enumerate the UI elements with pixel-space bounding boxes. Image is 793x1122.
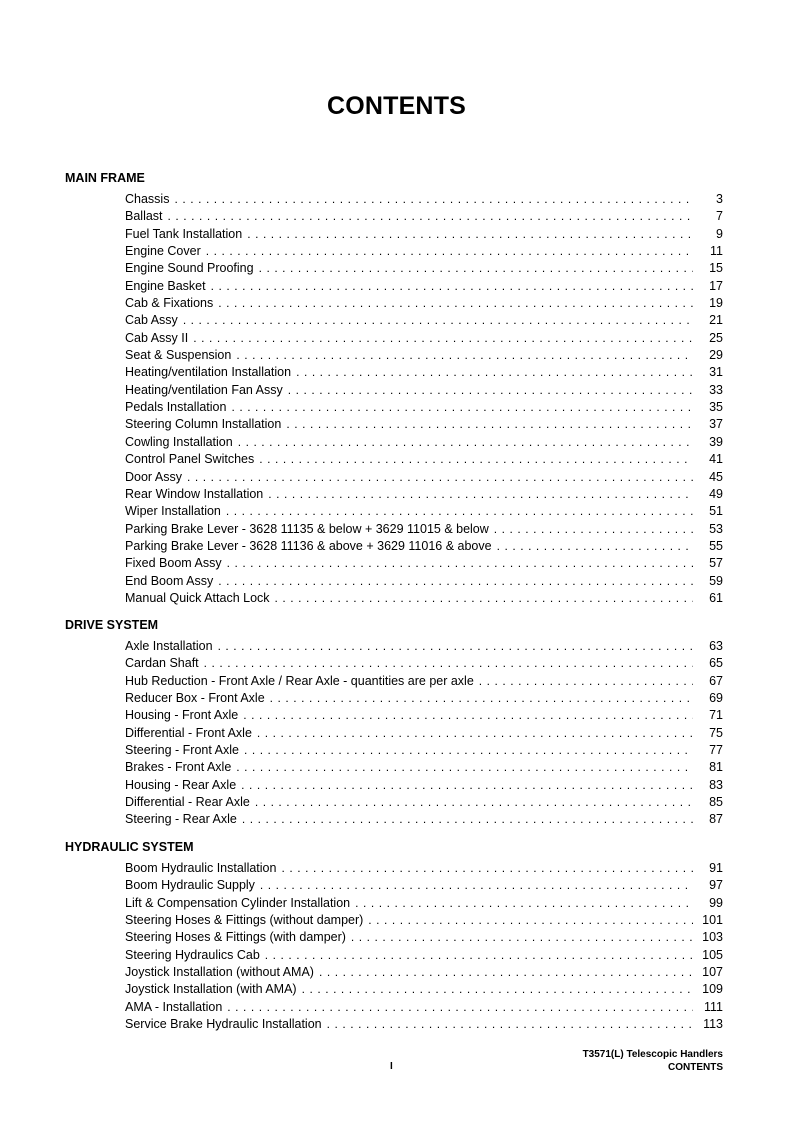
toc-entry[interactable]	[125, 538, 723, 555]
toc-entry-label: AMA - Installation	[125, 999, 223, 1014]
toc-entry-label: Steering Hoses & Fittings (with damper)	[125, 930, 346, 945]
toc-entry[interactable]	[125, 503, 723, 520]
toc-entry-label: Ballast	[125, 209, 163, 224]
toc-entry[interactable]	[125, 399, 723, 416]
dot-leader	[327, 1016, 693, 1033]
dot-leader	[351, 929, 693, 946]
toc-entry[interactable]	[125, 191, 723, 208]
section-heading-drive-system: DRIVE SYSTEM	[65, 618, 159, 632]
toc-entry-label: Service Brake Hydraulic Installation	[125, 1017, 322, 1032]
toc-entry-page: 91	[709, 861, 723, 875]
toc-entry-page: 3	[716, 192, 723, 206]
toc-entry-label: Manual Quick Attach Lock	[125, 590, 270, 605]
toc-entry-label: Cab Assy II	[125, 330, 189, 345]
toc-entry-label: Cab & Fixations	[125, 296, 214, 311]
toc-entry-label: Cardan Shaft	[125, 656, 199, 671]
toc-entry[interactable]	[125, 469, 723, 486]
dot-leader	[204, 655, 693, 672]
dot-leader	[218, 573, 693, 590]
dot-leader	[494, 521, 693, 538]
toc-entry-label: Door Assy	[125, 469, 182, 484]
toc-entry-label: Engine Cover	[125, 244, 201, 259]
dot-leader	[211, 278, 693, 295]
dot-leader	[183, 312, 693, 329]
toc-entry-page: 105	[702, 947, 723, 962]
toc-entry[interactable]	[125, 434, 723, 451]
dot-leader	[368, 912, 693, 929]
dot-leader	[268, 486, 693, 503]
section-heading-hydraulic-system: HYDRAULIC SYSTEM	[65, 840, 194, 854]
toc-entry[interactable]	[125, 811, 723, 828]
section-heading-main-frame: MAIN FRAME	[65, 171, 145, 185]
toc-entry[interactable]	[125, 521, 723, 538]
dot-leader	[227, 999, 693, 1016]
toc-entry-page: 83	[709, 777, 723, 792]
toc-entry-page: 77	[709, 743, 723, 758]
dot-leader	[226, 503, 693, 520]
toc-entry-label: Reducer Box - Front Axle	[125, 691, 265, 706]
toc-entry[interactable]	[125, 226, 723, 243]
dot-leader	[174, 191, 693, 208]
footer-doc-title: T3571(L) Telescopic Handlers	[582, 1049, 723, 1060]
dot-leader	[218, 638, 693, 655]
dot-leader	[296, 364, 693, 381]
toc-entry[interactable]	[125, 364, 723, 381]
toc-entry[interactable]	[125, 964, 723, 981]
page-title: CONTENTS	[326, 92, 467, 120]
toc-entry[interactable]	[125, 590, 723, 607]
toc-entry[interactable]	[125, 330, 723, 347]
toc-entry-page: 57	[709, 556, 723, 571]
toc-entry[interactable]	[125, 573, 723, 590]
toc-entry[interactable]	[125, 655, 723, 672]
toc-entry[interactable]	[125, 794, 723, 811]
toc-entry-page: 7	[716, 209, 723, 224]
toc-entry-page: 55	[709, 538, 723, 553]
dot-leader	[497, 538, 693, 555]
toc-entry-page: 85	[709, 795, 723, 810]
toc-entry-label: Housing - Rear Axle	[125, 777, 237, 792]
toc-entry[interactable]	[125, 638, 723, 655]
toc-entry[interactable]	[125, 278, 723, 295]
toc-entry-page: 31	[709, 365, 723, 380]
toc-entry-page: 67	[709, 673, 723, 688]
toc-entry[interactable]	[125, 725, 723, 742]
toc-entry-label: Lift & Compensation Cylinder Installation	[125, 895, 351, 910]
toc-entry[interactable]	[125, 929, 723, 946]
toc-entry-label: Wiper Installation	[125, 504, 221, 519]
toc-entry-page: 97	[709, 878, 723, 893]
toc-entry[interactable]	[125, 742, 723, 759]
toc-entry[interactable]	[125, 555, 723, 572]
dot-leader	[187, 469, 693, 486]
toc-entry-page: 63	[709, 639, 723, 653]
toc-entry-page: 45	[709, 469, 723, 484]
dot-leader	[302, 981, 693, 998]
toc-entry-label: Chassis	[125, 192, 170, 206]
toc-entry-page: 75	[709, 725, 723, 740]
toc-entry[interactable]	[125, 347, 723, 364]
dot-leader	[355, 895, 693, 912]
toc-entry-label: Cab Assy	[125, 313, 178, 328]
dot-leader	[319, 964, 693, 981]
toc-list-hydraulic-system	[125, 860, 723, 1033]
toc-entry-label: Seat & Suspension	[125, 348, 232, 363]
toc-entry[interactable]	[125, 947, 723, 964]
toc-entry-label: Steering Hydraulics Cab	[125, 947, 260, 962]
toc-entry-label: Parking Brake Lever - 3628 11136 & above + 3629 11016 & above	[125, 538, 492, 553]
toc-entry[interactable]	[125, 877, 723, 894]
toc-entry-label: Fixed Boom Assy	[125, 556, 222, 571]
toc-entry-page: 25	[709, 330, 723, 345]
toc-entry-page: 51	[709, 504, 723, 519]
dot-leader	[243, 707, 693, 724]
toc-entry-label: Heating/ventilation Installation	[125, 365, 292, 380]
toc-entry-label: Steering Column Installation	[125, 417, 282, 432]
dot-leader	[270, 690, 693, 707]
dot-leader	[227, 555, 693, 572]
dot-leader	[193, 330, 693, 347]
toc-entry-label: Engine Basket	[125, 278, 206, 293]
toc-entry-label: Pedals Installation	[125, 400, 227, 415]
toc-entry[interactable]	[125, 912, 723, 929]
toc-entry-page: 87	[709, 812, 723, 827]
toc-entry[interactable]	[125, 673, 723, 690]
toc-entry-page: 111	[703, 999, 723, 1014]
toc-entry-page: 15	[709, 261, 723, 276]
dot-leader	[236, 347, 693, 364]
toc-entry-label: Cowling Installation	[125, 434, 233, 449]
toc-entry[interactable]	[125, 981, 723, 998]
toc-entry[interactable]	[125, 312, 723, 329]
toc-entry-page: 101	[702, 913, 723, 928]
toc-entry-page: 107	[702, 965, 723, 980]
toc-entry[interactable]	[125, 690, 723, 707]
toc-entry-page: 35	[709, 400, 723, 415]
dot-leader	[265, 947, 693, 964]
dot-leader	[238, 434, 693, 451]
toc-entry[interactable]	[125, 777, 723, 794]
toc-list-drive-system	[125, 638, 723, 829]
toc-entry-label: Steering Hoses & Fittings (without damper)	[125, 913, 364, 928]
toc-entry-page: 9	[716, 226, 723, 241]
footer-doc-info	[583, 1048, 723, 1074]
toc-entry-page: 61	[709, 590, 723, 605]
dot-leader	[244, 742, 693, 759]
toc-entry[interactable]	[125, 1016, 723, 1033]
toc-list-main-frame	[125, 191, 723, 607]
dot-leader	[231, 399, 693, 416]
toc-entry-label: Joystick Installation (with AMA)	[125, 982, 297, 997]
toc-entry-page: 29	[709, 348, 723, 363]
toc-entry[interactable]	[125, 295, 723, 312]
toc-entry-page: 37	[709, 417, 723, 432]
toc-entry-label: Joystick Installation (without AMA)	[125, 965, 314, 980]
toc-entry-label: Steering - Front Axle	[125, 743, 239, 758]
footer-section-name: CONTENTS	[668, 1062, 723, 1073]
dot-leader	[236, 759, 693, 776]
dot-leader	[218, 295, 693, 312]
toc-entry-page: 19	[709, 296, 723, 311]
toc-entry-page: 11	[710, 244, 723, 259]
toc-entry[interactable]	[125, 451, 723, 468]
dot-leader	[255, 794, 693, 811]
toc-entry-page: 65	[709, 656, 723, 671]
toc-entry-page: 69	[709, 691, 723, 706]
dot-leader	[479, 673, 693, 690]
toc-entry[interactable]	[125, 999, 723, 1016]
dot-leader	[259, 451, 693, 468]
toc-entry[interactable]	[125, 382, 723, 399]
dot-leader	[206, 243, 693, 260]
toc-entry-label: Rear Window Installation	[125, 486, 264, 501]
toc-entry[interactable]	[125, 208, 723, 225]
footer-page-number: I	[390, 1061, 393, 1072]
toc-entry-label: Housing - Front Axle	[125, 708, 239, 723]
toc-entry-page: 33	[709, 382, 723, 397]
toc-entry-label: Boom Hydraulic Installation	[125, 861, 277, 875]
toc-entry-page: 113	[703, 1017, 723, 1032]
toc-entry-label: Differential - Rear Axle	[125, 795, 250, 810]
toc-entry-label: Brakes - Front Axle	[125, 760, 232, 775]
dot-leader	[242, 811, 693, 828]
dot-leader	[286, 416, 693, 433]
dot-leader	[247, 226, 693, 243]
toc-entry-label: Steering - Rear Axle	[125, 812, 237, 827]
toc-entry[interactable]	[125, 260, 723, 277]
toc-entry[interactable]	[125, 895, 723, 912]
toc-entry[interactable]	[125, 486, 723, 503]
toc-entry-page: 17	[709, 278, 723, 293]
dot-leader	[260, 877, 693, 894]
toc-entry-page: 59	[709, 573, 723, 588]
toc-entry-page: 103	[702, 930, 723, 945]
toc-entry-page: 109	[702, 982, 723, 997]
toc-entry-label: Control Panel Switches	[125, 452, 255, 467]
toc-entry-page: 21	[709, 313, 723, 328]
toc-entry-page: 81	[709, 760, 723, 775]
toc-entry-label: Differential - Front Axle	[125, 725, 252, 740]
toc-entry-label: Parking Brake Lever - 3628 11135 & below + 3629 11015 & below	[125, 521, 489, 536]
dot-leader	[281, 860, 693, 877]
toc-entry-page: 39	[709, 434, 723, 449]
dot-leader	[288, 382, 693, 399]
toc-entry-label: Hub Reduction - Front Axle / Rear Axle - quantities are per axle	[125, 673, 474, 688]
toc-entry[interactable]	[125, 243, 723, 260]
toc-entry[interactable]	[125, 416, 723, 433]
dot-leader	[241, 777, 693, 794]
toc-entry-page: 71	[709, 708, 723, 723]
toc-entry-page: 53	[709, 521, 723, 536]
toc-entry[interactable]	[125, 707, 723, 724]
toc-entry-page: 99	[709, 895, 723, 910]
toc-entry-label: Boom Hydraulic Supply	[125, 878, 255, 893]
toc-entry-label: Axle Installation	[125, 639, 213, 653]
dot-leader	[259, 260, 693, 277]
dot-leader	[275, 590, 693, 607]
toc-entry-label: Fuel Tank Installation	[125, 226, 243, 241]
toc-entry-label: End Boom Assy	[125, 573, 214, 588]
toc-entry[interactable]	[125, 759, 723, 776]
toc-entry-page: 41	[709, 452, 723, 467]
dot-leader	[257, 725, 693, 742]
toc-entry-label: Heating/ventilation Fan Assy	[125, 382, 283, 397]
dot-leader	[168, 208, 693, 225]
toc-entry[interactable]	[125, 860, 723, 877]
toc-entry-label: Engine Sound Proofing	[125, 261, 254, 276]
toc-entry-page: 49	[709, 486, 723, 501]
